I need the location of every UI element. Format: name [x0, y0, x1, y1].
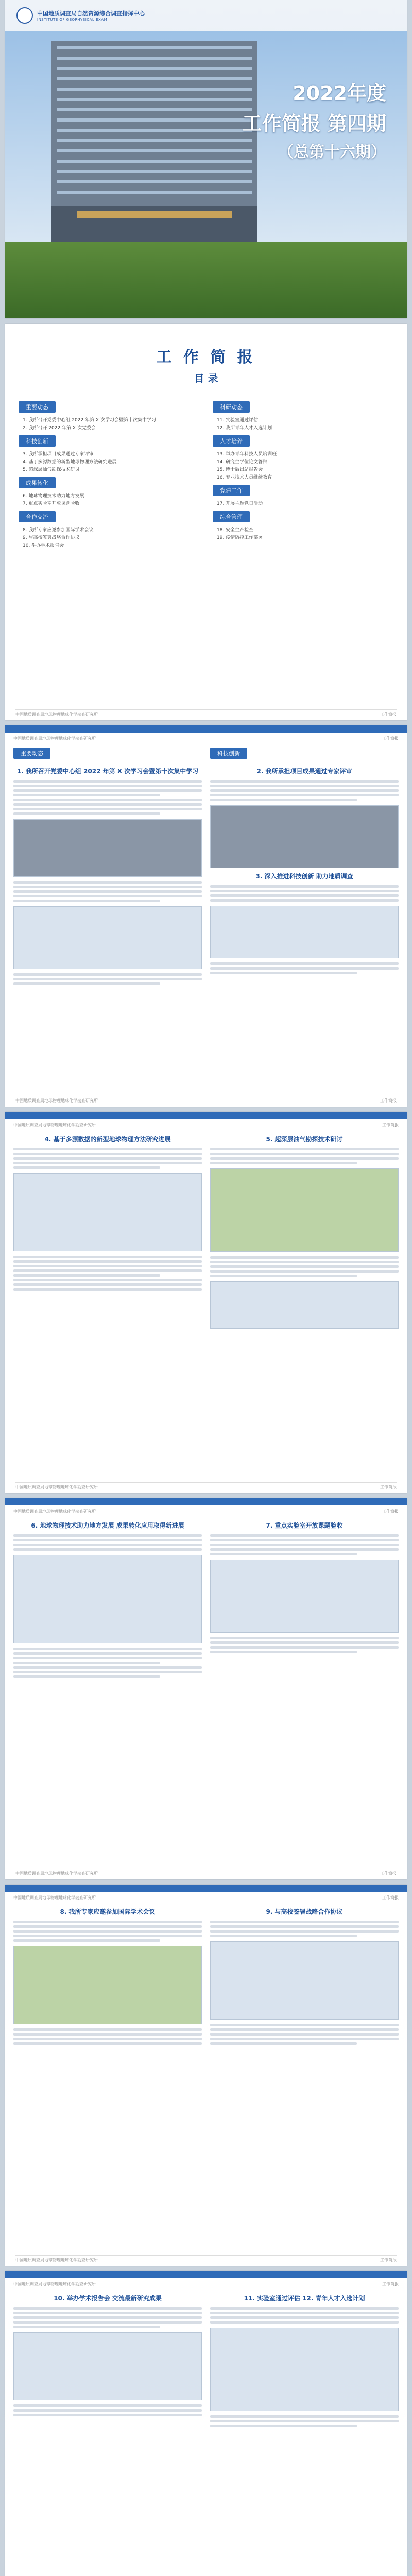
toc-item[interactable]: 4. 基于多源数据的新型地球物理方法研究进展: [23, 460, 117, 465]
research-figure: [210, 1168, 399, 1252]
article-page: [5, 1885, 407, 2266]
review-meeting-photo: [210, 805, 399, 868]
header-band: [5, 725, 407, 733]
header-label: 工作简报: [382, 1509, 399, 1514]
header-band: [5, 1885, 407, 1892]
org-name-cn: 中国地质调查局自然资源综合调查指挥中心: [37, 10, 145, 17]
toc-item[interactable]: 17. 开展主题党日活动: [217, 501, 263, 506]
research-figure: [210, 2328, 399, 2411]
toc-section-tag: 重要动态: [19, 401, 56, 413]
toc-section-tag: 人才培养: [213, 435, 250, 447]
toc-item[interactable]: 15. 博士后出站报告会: [217, 467, 263, 472]
page-footer: [15, 709, 397, 717]
footer-left: 中国地质调查局地球物理地球化学勘查研究所: [15, 712, 98, 717]
header-label: 工作简报: [382, 736, 399, 741]
footer-right: 工作简报: [380, 712, 397, 717]
toc-item[interactable]: 9. 与高校签署战略合作协议: [23, 535, 80, 540]
article-left-column: [13, 2290, 202, 2429]
footer-right: 工作简报: [380, 1871, 397, 1876]
toc-item[interactable]: 7. 重点实验室开放课题验收: [23, 501, 80, 506]
toc-section-tag: 党建工作: [213, 485, 250, 496]
meeting-photo: [13, 819, 202, 877]
article-page: [5, 725, 407, 1107]
toc-item[interactable]: 18. 安全生产检查: [217, 528, 254, 533]
map-figure: [13, 1555, 202, 1643]
toc-right-column: [213, 398, 393, 550]
toc-item[interactable]: 13. 举办青年科技人员培训班: [217, 452, 277, 457]
research-figure: [210, 1281, 399, 1329]
toc-item[interactable]: 14. 研究生学位论文答辩: [217, 460, 268, 465]
article-right-column: [210, 1131, 399, 1333]
footer-right: 工作简报: [380, 2258, 397, 2262]
toc-section-tag: 科研动态: [213, 401, 250, 413]
toc-section: [19, 398, 199, 432]
meeting-photo: [13, 906, 202, 969]
trees-foreground: [5, 242, 407, 318]
article-title: 5. 超深层油气勘探技术研讨: [266, 1136, 343, 1143]
page-footer: [15, 1869, 397, 1876]
page-footer: [15, 2255, 397, 2263]
page-footer: [15, 1482, 397, 1490]
header-org: 中国地质调查局地球物理地球化学勘查研究所: [13, 1895, 96, 1900]
article-left-column: [13, 1904, 202, 2047]
toc-section-tag: 成果转化: [19, 477, 56, 488]
toc-section: [213, 482, 393, 508]
toc-item[interactable]: 19. 疫情防控工作部署: [217, 535, 263, 540]
research-figure: [13, 1173, 202, 1251]
toc-item[interactable]: 12. 我所青年人才入选计划: [217, 426, 272, 431]
footer-left: 中国地质调查局地球物理地球化学勘查研究所: [15, 1098, 98, 1103]
section-tag: 科技创新: [210, 748, 247, 759]
header-band: [5, 2271, 407, 2278]
toc-page: [5, 324, 407, 720]
header-band: [5, 1112, 407, 1119]
article-right-column: [210, 1517, 399, 1680]
toc-section: [213, 432, 393, 482]
toc-item[interactable]: 16. 专业技术人员继续教育: [217, 475, 272, 480]
footer-left: 中国地质调查局地球物理地球化学勘查研究所: [15, 2258, 98, 2262]
page-footer: [15, 1096, 397, 1104]
article-title: 8. 我所专家应邀参加国际学术会议: [60, 1908, 156, 1916]
cover-page: [5, 0, 407, 318]
article-title: 2. 我所承担项目成果通过专家评审: [256, 768, 352, 775]
toc-item[interactable]: 8. 我所专家应邀参加国际学术会议: [23, 528, 94, 533]
toc-item[interactable]: 6. 地球物理技术助力地方发展: [23, 494, 84, 499]
article-title: 1. 我所召开党委中心组 2022 年第 X 次学习会暨第十次集中学习: [16, 768, 199, 775]
toc-section: [213, 508, 393, 542]
cover-title-issue: （总第十六期）: [278, 143, 386, 161]
research-figure: [13, 2332, 202, 2400]
toc-section: [19, 508, 199, 550]
org-name-en: INSTITUTE OF GEOPHYSICAL EXAM: [37, 18, 108, 22]
footer-right: 工作简报: [380, 1098, 397, 1103]
article-right-column: [210, 2290, 399, 2429]
toc-title: 工 作 简 报: [156, 348, 256, 366]
article-title: 11. 实验室通过评估 12. 青年人才入选计划: [244, 2295, 365, 2302]
toc-item[interactable]: 3. 我所承担项目成果通过专家评审: [23, 452, 94, 457]
toc-section-tag: 科技创新: [19, 435, 56, 447]
header-org: 中国地质调查局地球物理地球化学勘查研究所: [13, 2282, 96, 2286]
toc-item[interactable]: 5. 超深层油气勘探技术研讨: [23, 467, 80, 472]
conference-photo: [210, 906, 399, 958]
footer-left: 中国地质调查局地球物理地球化学勘查研究所: [15, 1485, 98, 1489]
chart-figure: [210, 1560, 399, 1633]
toc-subtitle: 目 录: [194, 372, 218, 384]
header-label: 工作简报: [382, 1123, 399, 1127]
footer-right: 工作简报: [380, 1485, 397, 1489]
article-page: [5, 2271, 407, 2576]
article-page: [5, 1498, 407, 1879]
logo: [16, 7, 145, 24]
article-page: [5, 1112, 407, 1493]
article-title: 7. 重点实验室开放课题验收: [266, 1522, 343, 1529]
toc-item[interactable]: 10. 举办学术报告会: [23, 543, 64, 548]
header-org: 中国地质调查局地球物理地球化学勘查研究所: [13, 1123, 96, 1127]
article-title: 10. 举办学术报告会 交流最新研究成果: [54, 2295, 162, 2302]
article-title: 9. 与高校签署战略合作协议: [266, 1908, 343, 1916]
article-right-column: [210, 744, 399, 987]
header-org: 中国地质调查局地球物理地球化学勘查研究所: [13, 1509, 96, 1514]
footer-left: 中国地质调查局地球物理地球化学勘查研究所: [15, 1871, 98, 1876]
toc-section: [213, 398, 393, 432]
section-tag: 重要动态: [13, 748, 50, 759]
toc-item[interactable]: 1. 我所召开党委中心组 2022 年第 X 次学习会暨第十次集中学习: [23, 418, 156, 423]
toc-section-tag: 综合管理: [213, 511, 250, 522]
header-band: [5, 1498, 407, 1505]
header-label: 工作简报: [382, 1895, 399, 1900]
article-left-column: [13, 744, 202, 987]
cover-title-main: 工作简报 第四期: [242, 112, 386, 135]
toc-left-column: [19, 398, 199, 550]
cover-title-block: [243, 77, 386, 162]
article-left-column: [13, 1131, 202, 1333]
field-photo: [13, 1946, 202, 2024]
article-right-column: [210, 1904, 399, 2047]
toc-item[interactable]: 11. 实验室通过评估: [217, 418, 259, 423]
article-title: 6. 地球物理技术助力地方发展 成果转化应用取得新进展: [31, 1522, 184, 1529]
article-title: 3. 深入推进科技创新 助力地质调查: [255, 873, 353, 880]
toc-section: [19, 432, 199, 474]
header-label: 工作简报: [382, 2282, 399, 2286]
research-figure: [210, 1941, 399, 2020]
toc-item[interactable]: 2. 我所召开 2022 年第 X 次党委会: [23, 426, 96, 431]
toc-section: [19, 474, 199, 508]
header-org: 中国地质调查局地球物理地球化学勘查研究所: [13, 736, 96, 741]
article-left-column: [13, 1517, 202, 1680]
logo-seal-icon: [16, 7, 33, 24]
cover-title-year: 2022年度: [293, 82, 386, 105]
article-title: 4. 基于多源数据的新型地球物理方法研究进展: [44, 1136, 171, 1143]
toc-section-tag: 合作交流: [19, 511, 56, 522]
